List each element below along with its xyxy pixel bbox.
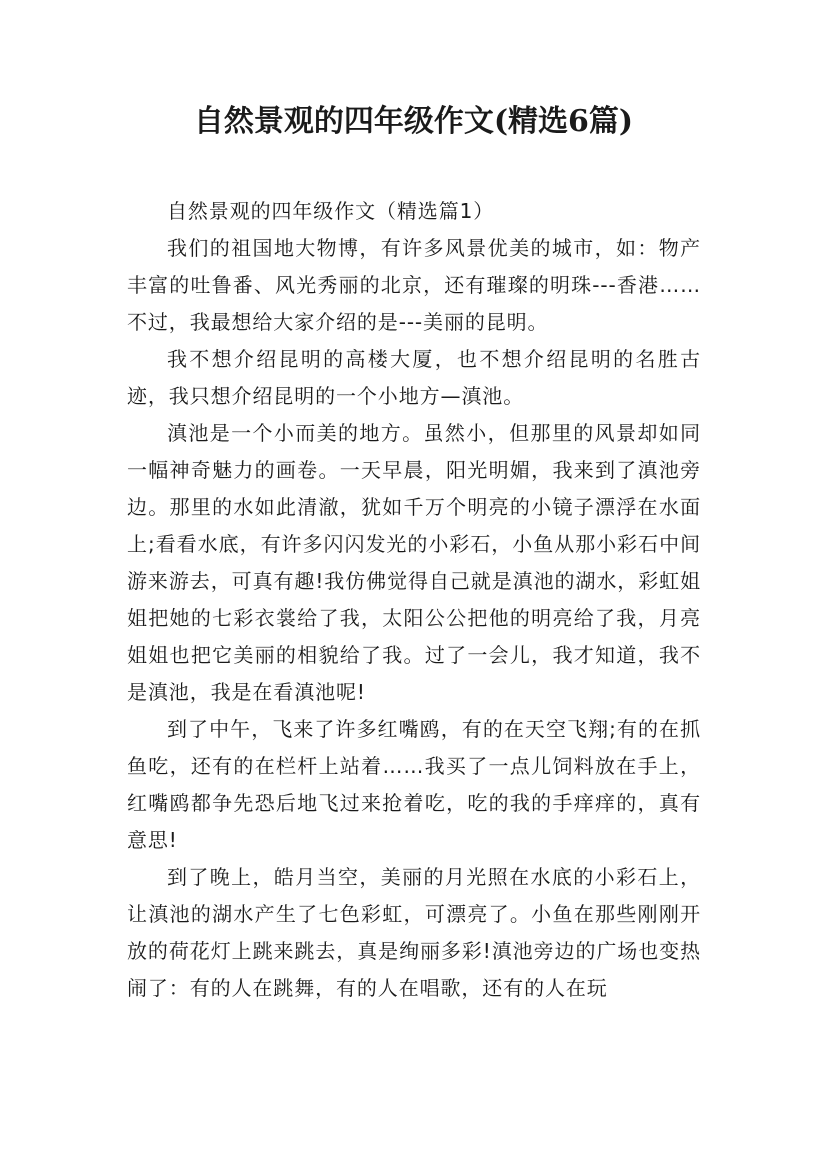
paragraph-4: 到了中午，飞来了许多红嘴鸥，有的在天空飞翔;有的在抓鱼吃，还有的在栏杆上站着……我买了一点儿饲料放在手上，红嘴鸥都争先恐后地飞过来抢着吃，吃的我的手痒痒的，真有意思! [127,717,701,852]
paragraph-1: 我们的祖国地大物博，有许多风景优美的城市，如：物产丰富的吐鲁番、风光秀丽的北京，还有璀璨的明珠---香港……不过，我最想给大家介绍的是---美丽的昆明。 [127,236,701,334]
paragraph-5: 到了晚上，皓月当空，美丽的月光照在水底的小彩石上，让滇池的湖水产生了七色彩虹，可漂亮了。小鱼在那些刚刚开放的荷花灯上跳来跳去，真是绚丽多彩!滇池旁边的广场也变热闹了：有的人在跳舞，有的人在唱歌，还有的人在玩 [127,865,701,1000]
paragraph-2: 我不想介绍昆明的高楼大厦，也不想介绍昆明的名胜古迹，我只想介绍昆明的一个小地方—滇池。 [127,347,701,408]
document-title: 自然景观的四年级作文(精选6篇) [193,104,634,139]
section-heading: 自然景观的四年级作文（精选篇1） [167,199,495,223]
document-body [127,193,701,1007]
paragraph-3: 滇池是一个小而美的地方。虽然小，但那里的风景却如同一幅神奇魅力的画卷。一天早晨，阳光明媚，我来到了滇池旁边。那里的水如此清澈，犹如千万个明亮的小镜子漂浮在水面上;看看水底，有许多闪闪发光的小彩石，小鱼从那小彩石中间游来游去，可真有趣!我仿佛觉得自己就是滇池的湖水，彩虹姐姐把她的七彩衣裳给了我，太阳公公把他的明亮给了我，月亮姐姐也把它美丽的相貌给了我。过了一会儿，我才知道，我不是滇池，我是在看滇池呢! [127,421,701,704]
